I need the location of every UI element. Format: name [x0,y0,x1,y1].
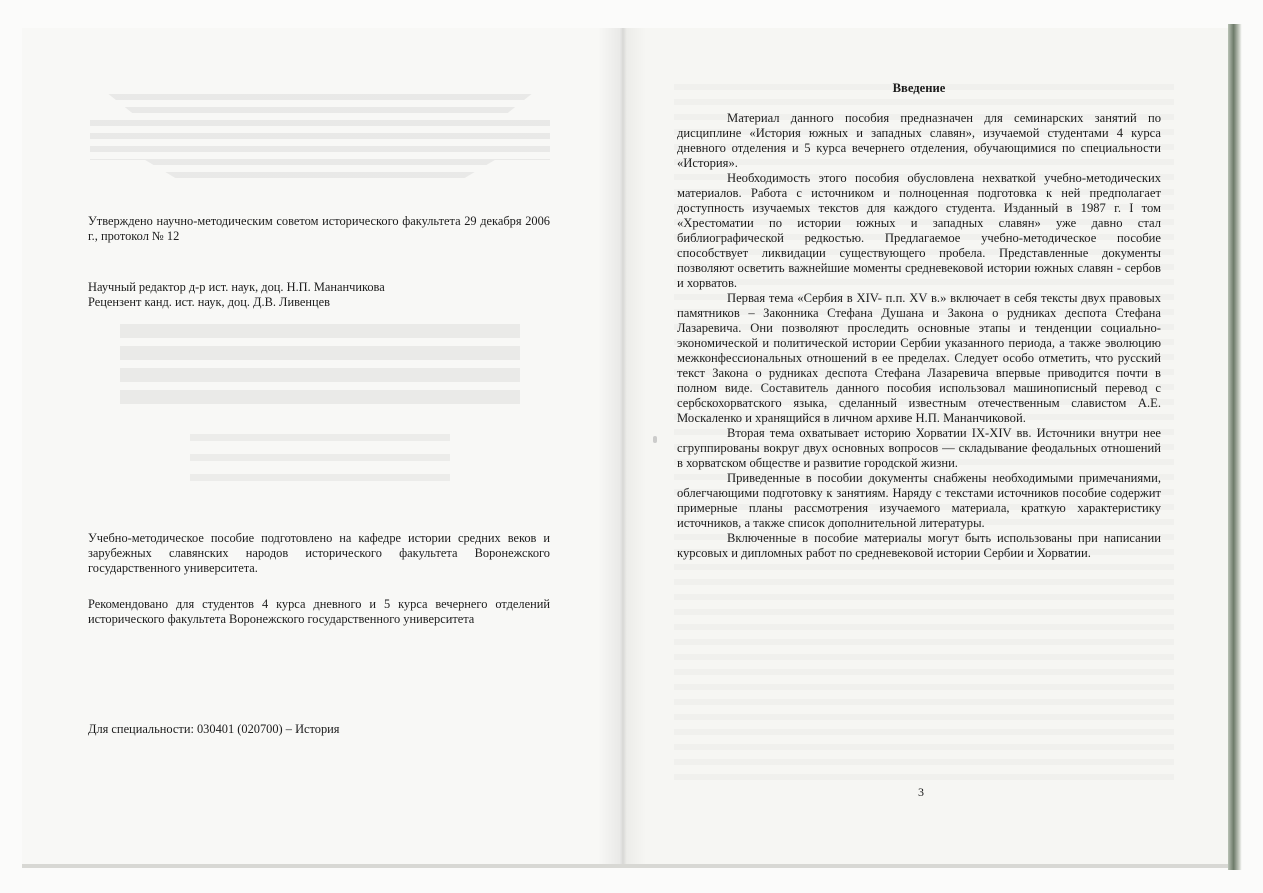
paragraph: Приведенные в пособии документы снабжены необходимыми примечаниями, облегчающими подготовку к занятиям. Наряду с текстами источников пособие содержит примерные планы рассмотрения изучаемого материала, краткую характеристику источников, а также список дополнительной литературы. [677,471,1161,530]
page-bottom-edge [22,864,1228,868]
recommended-note: Рекомендовано для студентов 4 курса дневного и 5 курса вечернего отделений исторического факультета Воронежского государственного университета [88,597,550,626]
paragraph: Первая тема «Сербия в XIV- п.п. XV в.» включает в себя тексты двух правовых памятников – Законника Стефана Душана и Закона о рудниках деспота Стефана Лазаревича. Они позволяют проследить основные этапы и тенденции социально-экономической и политической истории Сербии указанного периода, а также эволюцию межконфессиональных отношений в ее пределах. Следует особо отметить, что русский текст Закона о рудниках деспота Стефана Лазаревича впервые приводится почти в полном виде. Составитель данного пособия использовал машинописный перевод с сербскохорватского языка, сделанный известным отечественным славистом А.Е. Москаленко и хранящийся в личном архиве Н.П. Манaнчиковой. [677,291,1161,425]
paragraph: Необходимость этого пособия обусловлена нехваткой учебно-методических материалов. Работа с источником и полноценная подготовка к ней предполагает доступность изучаемых текстов для каждого студента. Изданный в 1987 г. I том «Хрестоматии по истории южных и западных славян» уже давно стал библиографической редкостью. Предлагаемое учебно-методическое пособие способствует ликвидации существующего пробела. Представленные документы позволяют осветить важнейшие моменты средневековой истории южных славян - сербов и хорватов. [677,171,1161,290]
specialty-note: Для специальности: 030401 (020700) – История [88,722,340,736]
paragraph: Вторая тема охватывает историю Хорватии IX-XIV вв. Источники внутри нее сгруппированы вокруг двух основных вопросов — складывание феодальных отношений в хорватском обществе и развитие городской жизни. [677,426,1161,470]
show-through-subtitle [190,434,450,494]
approval-note: Утверждено научно-методическим советом исторического факультета 29 декабря 2006 г., протокол № 12 [88,214,550,243]
prepared-note: Учебно-методическое пособие подготовлено на кафедре истории средних веков и зарубежных славянских народов исторического факультета Воронежского государственного университета. [88,531,550,575]
reviewer: Рецензент канд. ист. наук, доц. Д.В. Ливенцев [88,295,330,309]
ink-blot [653,436,657,443]
introduction-heading: Введение [892,81,946,95]
show-through-title [120,324,520,412]
scientific-editor: Научный редактор д-р ист. наук, доц. Н.П. Манaнчикова [88,280,385,294]
paragraph: Материал данного пособия предназначен для семинарских занятий по дисциплине «История южных и западных славян», изучаемой студентами 4 курса дневного отделения и 5 курса вечернего отделения, обучающимися по специальности «История». [677,111,1161,170]
paragraph: Включенные в пособие материалы могут быть использованы при написании курсовых и дипломных работ по средневековой истории Сербии и Хорватии. [677,531,1161,560]
introduction-body [677,111,1161,561]
cover-edge [1228,24,1242,870]
page-number: 3 [918,785,924,799]
book-gutter [598,28,646,866]
